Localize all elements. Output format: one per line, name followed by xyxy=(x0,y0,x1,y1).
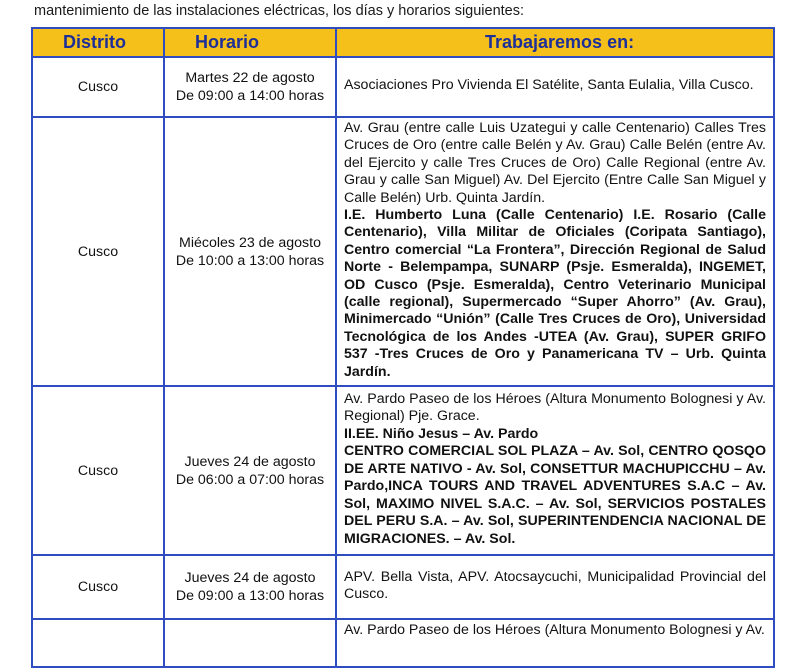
cell-distrito: Cusco xyxy=(32,57,164,117)
cell-horario xyxy=(164,555,336,619)
fecha: Jueves 24 de agosto xyxy=(184,570,316,587)
cell-trabajaremos xyxy=(336,555,774,619)
work-locations: Av. Pardo Paseo de los Héroes (Altura Monumento Bolognesi y Av. Regional) Pje. Grace. xyxy=(344,390,766,425)
cell-horario xyxy=(164,619,336,667)
horas: De 10:00 a 13:00 horas xyxy=(175,252,325,269)
table-row xyxy=(32,555,774,619)
cell-horario xyxy=(164,386,336,555)
work-locations: Av. Pardo Paseo de los Héroes (Altura Monumento Bolognesi y Av. xyxy=(344,622,765,639)
cell-trabajaremos xyxy=(336,619,774,667)
cell-distrito: Cusco xyxy=(32,555,164,619)
table-row xyxy=(32,386,774,555)
horas: De 09:00 a 13:00 horas xyxy=(175,588,325,605)
cell-trabajaremos xyxy=(336,117,774,386)
cell-distrito: Cusco xyxy=(32,386,164,555)
cell-trabajaremos xyxy=(336,57,774,117)
cell-trabajaremos xyxy=(336,386,774,555)
header-trabajaremos: Trabajaremos en: xyxy=(336,28,774,57)
horas: De 06:00 a 07:00 horas xyxy=(175,471,325,488)
affected-institutions: II.EE. Niño Jesus – Av. Pardo CENTRO COMERCIAL SOL PLAZA – Av. Sol, CENTRO QOSQO DE ARTE NATIVO - Av. Sol, CONSETTUR MACHUPICCHU – Av. Pardo,INCA TOURS AND TRAVEL ADVENTURES S.A.C – Av. Sol, MAXIMO NIVEL S.A.C. – Av. Sol, SERVICIOS POSTALES DEL PERU S.A. – Av. Sol, SUPERINTENDENCIA NACIONAL DE MIGRACIONES. – Av. Sol. xyxy=(344,425,766,547)
table-header-row xyxy=(32,28,774,57)
cell-horario xyxy=(164,117,336,386)
fecha: Jueves 24 de agosto xyxy=(184,453,316,470)
horas: De 09:00 a 14:00 horas xyxy=(175,88,325,104)
fecha: Martes 22 de agosto xyxy=(185,70,315,86)
affected-institutions: I.E. Humberto Luna (Calle Centenario) I.E. Rosario (Calle Centenario), Villa Militar de Oficiales (Coripata Santiago), Centro comercial “La Frontera”, Dirección Regional de Salud Norte - Belempampa, SUNARP (Psje. Esmeralda), INGEMET, OD Cusco (Psje. Esmeralda), Centro Veterinario Municipal (calle regional), Supermercado “Super Ahorro” (Av. Grau), Minimercado “Unión” (Calle Tres Cruces de Oro), Universidad Tecnológica de los Andes -UTEA (Av. Grau), SUPER GRIFO 537 -Tres Cruces de Oro y Panamericana TV – Urb. Quinta Jardín. xyxy=(344,207,766,380)
cell-distrito: Cusco xyxy=(32,117,164,386)
work-locations: APV. Bella Vista, APV. Atocsaycuchi, Municipalidad Provincial del Cusco. xyxy=(344,568,766,603)
schedule-table xyxy=(31,27,775,668)
fecha: Miécoles 23 de agosto xyxy=(179,234,321,251)
table-row xyxy=(32,117,774,386)
cell-horario xyxy=(164,57,336,117)
work-locations: Av. Grau (entre calle Luis Uzategui y calle Centenario) Calles Tres Cruces de Oro (entre calle Belén y Av. Grau) Calle Belén (entre Av. del Ejercito y calle Tres Cruces de Oro) Calle Regional (entre Av. Grau y calle San Miguel) Av. Del Ejercito (Entre Calle San Miguel y Calle Belén) Urb. Quinta Jardín. xyxy=(344,120,766,206)
header-horario: Horario xyxy=(164,28,336,57)
table-row xyxy=(32,57,774,117)
work-locations: Asociaciones Pro Vivienda El Satélite, Santa Eulalia, Villa Cusco. xyxy=(344,77,754,94)
intro-line-2: mantenimiento de las instalaciones eléctricas, los días y horarios siguientes: xyxy=(34,3,525,19)
cell-distrito xyxy=(32,619,164,667)
header-distrito: Distrito xyxy=(32,28,164,57)
table-row xyxy=(32,619,774,667)
